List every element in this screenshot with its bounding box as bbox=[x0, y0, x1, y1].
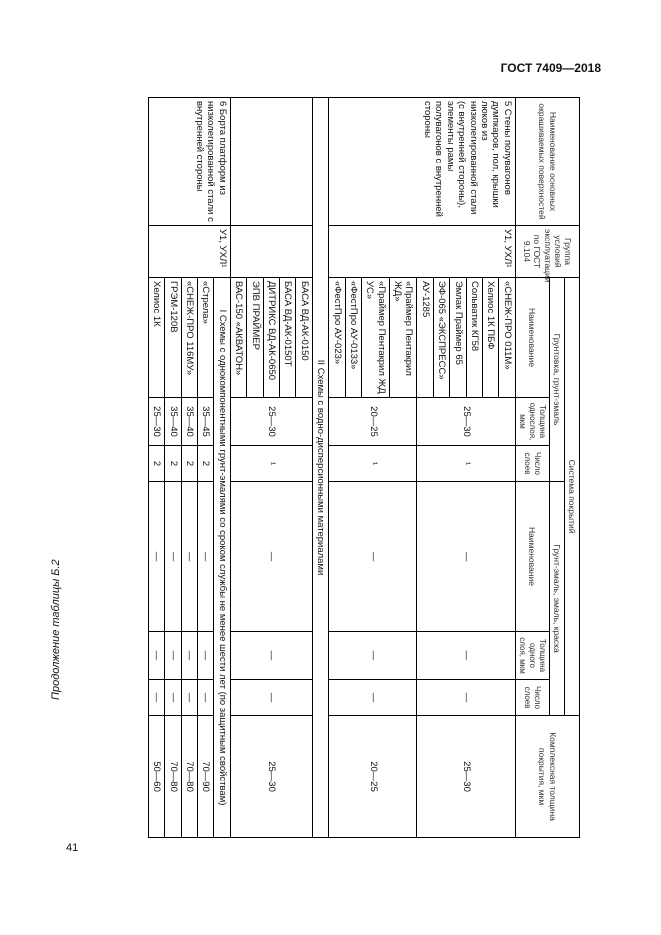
layers-cell: 2 bbox=[165, 446, 181, 482]
thickness-cell: 35—40 bbox=[181, 398, 197, 446]
primer-cell: АУ-1285 bbox=[417, 278, 433, 398]
table-row bbox=[499, 98, 515, 838]
col-system-header: Система покрытий bbox=[564, 278, 579, 716]
primer-cell: ГРЭМ-120В bbox=[165, 278, 181, 398]
total-cell: 25—30 bbox=[417, 716, 515, 838]
enamel-thickness-cell: — bbox=[198, 632, 214, 680]
layers-cell: ¹ bbox=[329, 446, 417, 482]
enamel-cell: — bbox=[181, 482, 197, 632]
enamel-cell: — bbox=[329, 482, 417, 632]
thickness-cell: 25—30 bbox=[230, 398, 312, 446]
enamel-layers-cell: — bbox=[148, 680, 164, 716]
total-cell: 70—80 bbox=[165, 716, 181, 838]
primer-cell: ЭПВ ПРАЙМЕР bbox=[247, 278, 263, 398]
thickness-cell: 25—30 bbox=[148, 398, 164, 446]
row5-group: У1, УХЛ¹ bbox=[329, 226, 516, 278]
coating-table bbox=[148, 97, 580, 838]
enamel-thickness-header: Толщина одного слоя, мкм bbox=[515, 632, 549, 680]
primer-cell: ДИТРИКС ВД-АК-0650 bbox=[263, 278, 279, 398]
enamel-thickness-cell: — bbox=[230, 632, 312, 680]
page-number: 41 bbox=[66, 842, 79, 854]
thickness-cell: 25—30 bbox=[417, 398, 515, 446]
primer-layers-header: Число слоев bbox=[515, 446, 549, 482]
thickness-cell: 35—40 bbox=[165, 398, 181, 446]
enamel-thickness-cell: — bbox=[181, 632, 197, 680]
primer-cell: БАСА ВД-АК-0150Т bbox=[279, 278, 295, 398]
empty-name-cell bbox=[230, 98, 312, 226]
enamel-layers-cell: — bbox=[329, 680, 417, 716]
enamel-layers-cell: — bbox=[165, 680, 181, 716]
col-name-header: Наименование основных окрашиваемых поверхностей bbox=[515, 98, 579, 226]
primer-name-header: Наименование bbox=[515, 278, 549, 398]
enamel-thickness-cell: — bbox=[417, 632, 515, 680]
section-1-title: I Схемы с однокомпонентными грунт-эмалями со сроком службы не менее шести лет (по защитным свойствам) bbox=[214, 278, 230, 838]
enamel-cell: — bbox=[165, 482, 181, 632]
section-2-title: II Схемы с водно-дисперсионными материалами bbox=[312, 98, 328, 838]
table-row bbox=[296, 98, 312, 838]
rotated-table-wrapper bbox=[80, 97, 580, 837]
primer-cell: «Праймер Пентакрил ЖД УС» bbox=[361, 278, 389, 398]
section-row bbox=[312, 98, 328, 838]
enamel-thickness-cell: — bbox=[148, 632, 164, 680]
primer-cell: ЭФ-065 «ЭКСПРЕСС» bbox=[433, 278, 449, 398]
enamel-cell: — bbox=[230, 482, 312, 632]
col-total-header: Комплексная толщина покрытия, мкм bbox=[515, 716, 579, 838]
layers-cell: ¹ bbox=[230, 446, 312, 482]
primer-cell: «ФестПро АУ-0133» bbox=[345, 278, 361, 398]
primer-cell: «СНЕЖ-ПРО 011М» bbox=[499, 278, 515, 398]
layers-cell: 2 bbox=[181, 446, 197, 482]
row6-name: 6 Борта платформ из низколегированной стали с внутренней стороны bbox=[148, 98, 230, 226]
enamel-thickness-cell: — bbox=[329, 632, 417, 680]
primer-header: Грунтовка, грунт-эмаль bbox=[549, 278, 564, 482]
layers-cell: 2 bbox=[148, 446, 164, 482]
row6-group: У1, УХЛ¹ bbox=[148, 226, 230, 278]
total-cell: 50—60 bbox=[148, 716, 164, 838]
total-cell: 20—25 bbox=[329, 716, 417, 838]
enamel-cell: — bbox=[417, 482, 515, 632]
primer-cell: «ФестПро АУ-023» bbox=[329, 278, 345, 398]
enamel-cell: — bbox=[198, 482, 214, 632]
col-group-header: Группа условий эксплуатации по ГОСТ 9.104 bbox=[515, 226, 579, 278]
primer-cell: «Стрела» bbox=[198, 278, 214, 398]
table-row bbox=[214, 98, 230, 838]
thickness-cell: 20—25 bbox=[329, 398, 417, 446]
total-cell: 70—90 bbox=[198, 716, 214, 838]
enamel-layers-cell: — bbox=[181, 680, 197, 716]
layers-cell: ¹ bbox=[417, 446, 515, 482]
enamel-cell: — bbox=[148, 482, 164, 632]
enamel-layers-cell: — bbox=[417, 680, 515, 716]
primer-cell: «СНЕЖ-ПРО 116МУ» bbox=[181, 278, 197, 398]
enamel-layers-cell: — bbox=[198, 680, 214, 716]
empty-group-cell bbox=[230, 226, 312, 278]
primer-cell: Сольватик КГ58 bbox=[466, 278, 482, 398]
enamel-thickness-cell: — bbox=[165, 632, 181, 680]
primer-cell: Эмлак Праймер 65 bbox=[450, 278, 466, 398]
row5-name: 5 Стены полувагонов думпкаров, пол, крышки люков из низколегированной стали (с внутренней стороны), элементы рамы полувагонов с внутренней стороны bbox=[329, 98, 516, 226]
primer-cell: Хелиос 1К bbox=[148, 278, 164, 398]
table-caption: Продолжение таблицы Б.2 bbox=[50, 559, 62, 700]
primer-thickness-header: Толщина однослоя, мкм bbox=[515, 398, 549, 446]
enamel-name-header: Наименование bbox=[515, 482, 549, 632]
total-cell: 25—30 bbox=[230, 716, 312, 838]
enamel-header: Грунт-эмаль, эмаль, краска bbox=[549, 482, 564, 716]
enamel-layers-header: Число слоев bbox=[515, 680, 549, 716]
primer-cell: Хелиос 1К ПБФ bbox=[483, 278, 499, 398]
enamel-layers-cell: — bbox=[230, 680, 312, 716]
header-row-1 bbox=[564, 98, 579, 838]
primer-cell: БАСА ВД-АК-0150 bbox=[296, 278, 312, 398]
layers-cell: 2 bbox=[198, 446, 214, 482]
thickness-cell: 35—45 bbox=[198, 398, 214, 446]
primer-cell: ВАС-150 «АКВАТОН» bbox=[230, 278, 246, 398]
primer-cell: «Праймер Пентакрил ЖД» bbox=[389, 278, 417, 398]
total-cell: 70—80 bbox=[181, 716, 197, 838]
standard-header: ГОСТ 7409—2018 bbox=[500, 61, 601, 75]
